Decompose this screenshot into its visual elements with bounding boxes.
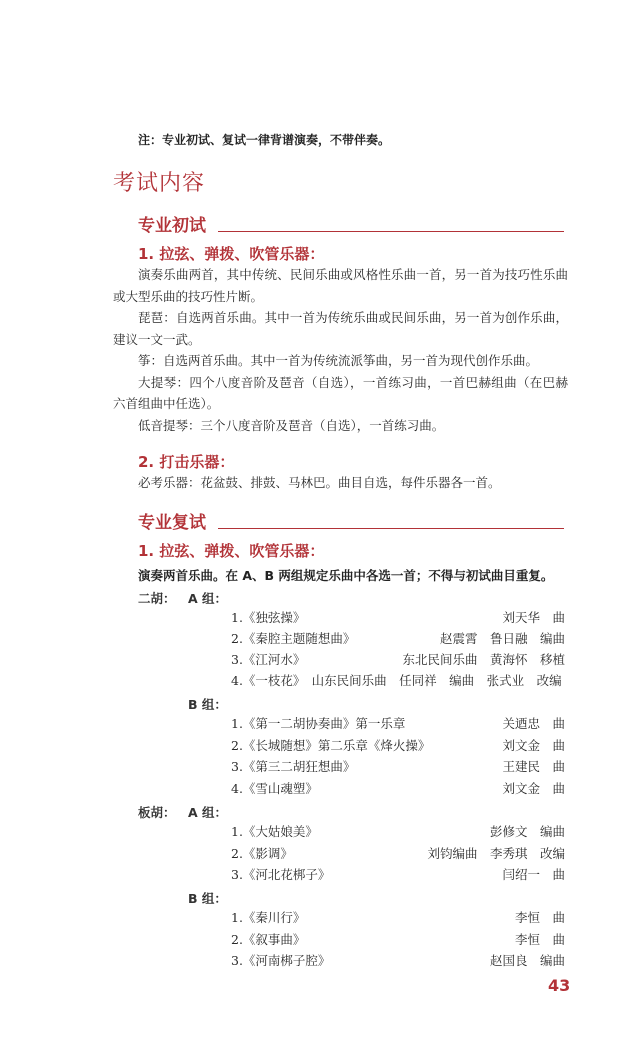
piece-credit: 刘文金 曲 (502, 738, 565, 753)
piece-title: 1.《独弦操》 (231, 610, 306, 625)
piece-credit: 王建民 曲 (502, 759, 565, 774)
initial-sub2-paragraphs (113, 472, 568, 494)
paragraph: 低音提琴：三个八度音阶及琶音（自选），一首练习曲。 (138, 417, 445, 433)
group-label-b: B 组： (188, 697, 227, 712)
subsection-title-initial-2: 2. 打击乐器： (138, 453, 235, 471)
group-label-b: B 组： (188, 891, 227, 906)
piece-credit: 赵国良 编曲 (489, 953, 565, 968)
piece-title: 3.《第三二胡狂想曲》 (231, 759, 356, 774)
paragraph: 琵琶：自选两首乐曲。其中一首为传统乐曲或民间乐曲，另一首为创作乐曲，建议一文一武。 (113, 310, 568, 347)
paragraph: 演奏乐曲两首，其中传统、民间乐曲或风格性乐曲一首，另一首为技巧性乐曲或大型乐曲的技巧性片断。 (113, 267, 568, 304)
piece-title: 1.《大姑娘美》 (231, 824, 318, 839)
instrument-label-erhu: 二胡： (138, 591, 176, 606)
piece-title: 2.《秦腔主题随想曲》 (231, 631, 356, 646)
list-item (231, 758, 565, 776)
subsection-title-initial-1: 1. 拉弦、弹拨、吹管乐器： (138, 245, 325, 263)
piece-title: 3.《河南梆子腔》 (231, 953, 331, 968)
piece-credit: 李恒 曲 (514, 932, 565, 947)
piece-title: 3.《江河水》 (231, 652, 306, 667)
page-title: 考试内容 (113, 171, 206, 196)
piece-credit: 赵震霄 鲁日融 编曲 (439, 631, 565, 646)
paragraph: 筝：自选两首乐曲。其中一首为传统流派筝曲，另一首为现代创作乐曲。 (138, 353, 539, 368)
paragraph: 必考乐器：花盆鼓、排鼓、马林巴。曲目自选，每件乐器各一首。 (138, 475, 501, 490)
page-number: 43 (548, 976, 571, 995)
piece-credit: 彭修文 编曲 (489, 824, 565, 839)
note-text: 注：专业初试、复试一律背谱演奏，不带伴奏。 (138, 133, 391, 147)
piece-title: 4.《一枝花》 山东民间乐曲 任同祥 编曲 张式业 改编 (231, 673, 562, 688)
list-item (231, 909, 565, 927)
piece-title: 4.《雪山魂塑》 (231, 781, 318, 796)
list-item (231, 780, 565, 798)
list-item (231, 609, 565, 627)
list-item (231, 952, 565, 970)
list-item (231, 845, 565, 863)
piece-credit: 李恒 曲 (514, 910, 565, 925)
section-rule (218, 231, 564, 232)
piece-title: 1.《秦川行》 (231, 910, 306, 925)
piece-title: 2.《影调》 (231, 846, 293, 861)
subsection-title-retest-1: 1. 拉弦、弹拨、吹管乐器： (138, 542, 325, 560)
initial-sub1-paragraphs (113, 264, 568, 436)
list-item (231, 715, 565, 733)
list-item (231, 823, 565, 841)
piece-credit: 关迺忠 曲 (502, 716, 565, 731)
group-label-a: A 组： (188, 591, 228, 606)
list-item (231, 672, 565, 690)
piece-credit: 东北民间乐曲 黄海怀 移植 (402, 652, 565, 667)
paragraph: 大提琴：四个八度音阶及琶音（自选），一首练习曲，一首巴赫组曲（在巴赫六首组曲中任选）。 (113, 374, 568, 411)
piece-title: 1.《第一二胡协奏曲》第一乐章 (231, 716, 406, 731)
list-item (231, 931, 565, 949)
section-title-initial: 专业初试 (138, 216, 206, 236)
list-item (231, 866, 565, 884)
list-item (231, 630, 565, 648)
instrument-label-banhu: 板胡： (138, 805, 176, 820)
piece-title: 2.《叙事曲》 (231, 932, 306, 947)
group-label-a: A 组： (188, 805, 228, 820)
list-item (231, 737, 565, 755)
piece-credit: 刘文金 曲 (502, 781, 565, 796)
section-title-retest: 专业复试 (138, 513, 206, 533)
retest-intro: 演奏两首乐曲。在 A、B 两组规定乐曲中各选一首；不得与初试曲目重复。 (138, 568, 554, 583)
list-item (231, 651, 565, 669)
piece-credit: 刘钧编曲 李秀琪 改编 (427, 846, 565, 861)
section-rule (218, 528, 564, 529)
piece-credit: 刘天华 曲 (502, 610, 565, 625)
piece-title: 3.《河北花梆子》 (231, 867, 331, 882)
piece-title: 2.《长城随想》第二乐章《烽火操》 (231, 738, 431, 753)
piece-credit: 闫绍一 曲 (502, 867, 565, 882)
